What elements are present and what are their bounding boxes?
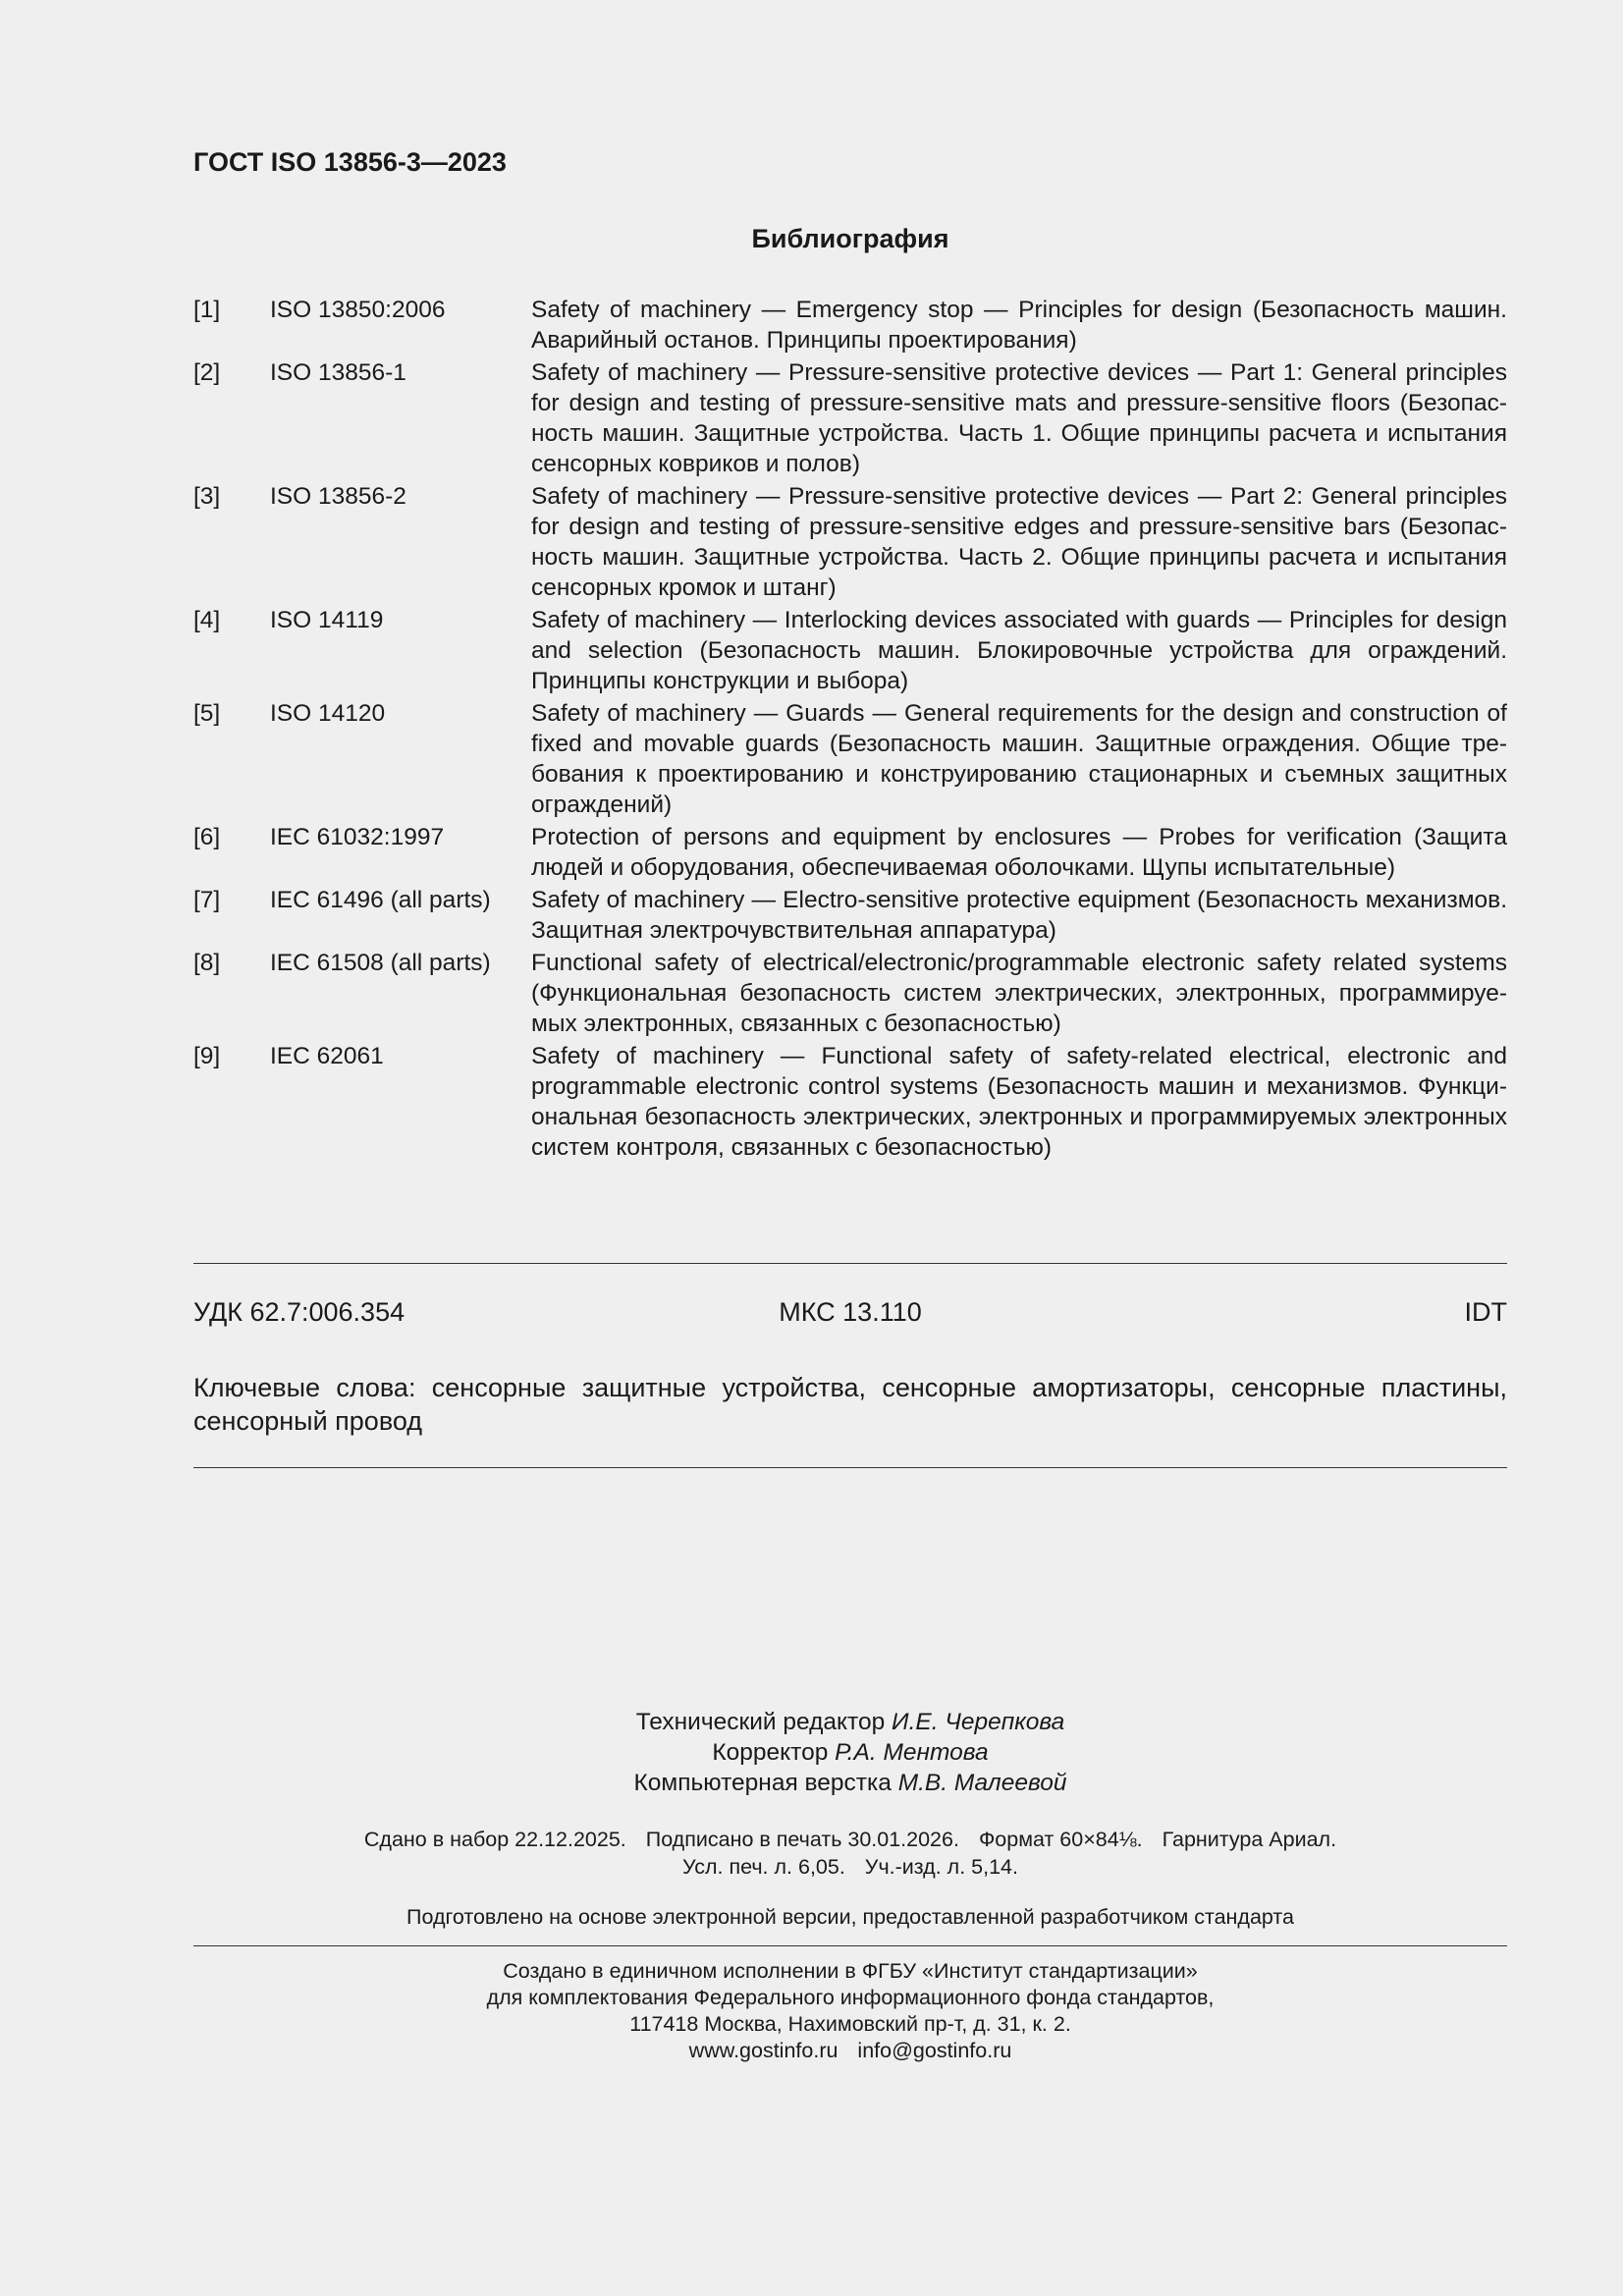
divider-publisher [193,1945,1507,1946]
ref-number: [8] [193,950,221,976]
ref-number: [4] [193,607,221,633]
publisher-line: для комплектования Федерального информационного фонда стандартов, [486,1986,1215,2009]
corrector [193,1737,1507,1768]
ref-standard-code: IEC 61032:1997 [270,824,445,850]
ref-title: Safety of machinery — Guards — General requirements for the design and construction of fixed and movable guards (Безопасность машин. Защитные ограждения. Общие требования к проектированию и конструированию стационарных и съемных защитных ограждений) [531,700,1507,818]
ref-standard-code: IEC 61508 (all parts) [270,950,491,976]
prepared-note: Подготовлено на основе электронной версии, предоставленной разработчиком стандарта [406,1905,1294,1929]
print-sheets: Усл. печ. л. 6,05. [682,1855,845,1879]
ref-number: [7] [193,887,221,913]
bibliography-item [193,948,1507,1039]
ref-number: [5] [193,700,221,727]
ref-title: Protection of persons and equipment by enclosures — Probes for verification (Защита людей и оборудования, обеспечиваемая оболочками. Щупы испытательные) [531,824,1507,881]
ref-number: [1] [193,297,221,323]
publisher-block [193,1958,1507,2064]
keywords: Ключевые слова: сенсорные защитные устройства, сенсорные амортизаторы, сенсорные пластины, сенсорный провод [193,1373,1507,1436]
ref-standard-code: ISO 14119 [270,607,384,633]
website-link[interactable]: www.gostinfo.ru [688,2039,839,2062]
ref-standard-code: ISO 13850:2006 [270,297,446,323]
layout-role: Компьютерная верстка [633,1770,892,1796]
ref-title: Functional safety of electrical/electronic/programmable electronic safety related systems (Функциональная безопасность систем электрических, электронных, программируемых электронных, связанных с безопасностью) [531,950,1507,1037]
bibliography-item [193,822,1507,883]
udk-code: УДК 62.7:006.354 [193,1297,406,1327]
layout-name: М.В. Малеевой [897,1770,1067,1796]
ref-number: [2] [193,359,221,386]
signed-date: Подписано в печать 30.01.2026. [645,1828,959,1851]
divider-keywords [193,1467,1507,1468]
ref-standard-code: ISO 13856-2 [270,483,406,510]
ref-title: Safety of machinery — Functional safety of safety-related electrical, electronic and programmable electronic control systems (Безопасность машин и механизмов. Функциональная безопасность электрических, электронных и программируемых электронных систем контроля, связанных с безопасностью) [531,1043,1507,1161]
bibliography-list [193,295,1507,1165]
bibliography-item [193,698,1507,820]
corrector-role: Корректор [712,1739,829,1766]
bibliography-item [193,605,1507,696]
layout-designer [193,1768,1507,1798]
ref-title: Safety of machinery — Emergency stop — Principles for design (Безопасность машин. Аварийный останов. Принципы проектирования) [531,297,1507,354]
ref-title: Safety of machinery — Electro-sensitive protective equipment (Безопасность механизмов. Защитная электрочувствительная аппаратура) [531,887,1507,944]
ref-standard-code: IEC 62061 [270,1043,384,1069]
bibliography-item [193,357,1507,479]
mks-code: МКС 13.110 [779,1297,922,1327]
divider-top [193,1263,1507,1264]
technical-editor [193,1707,1507,1737]
publisher-address: 117418 Москва, Нахимовский пр-т, д. 31, к. 2. [629,2012,1071,2036]
publisher-line: Создано в единичном исполнении в ФГБУ «Институт стандартизации» [503,1959,1198,1983]
document-code: ГОСТ ISO 13856-3—2023 [193,147,507,177]
publish-sheets: Уч.-изд. л. 5,14. [864,1855,1018,1879]
bibliography-item [193,481,1507,603]
ref-title: Safety of machinery — Interlocking devices associated with guards — Principles for design and selection (Безопасность машин. Блокировочные устройства для ограждений. Принципы конструкции и выбора) [531,607,1507,694]
ref-number: [3] [193,483,221,510]
idt-label: IDT [1464,1297,1507,1327]
ref-title: Safety of machinery — Pressure-sensitive protective devices — Part 2: General principles for design and testing of pressure-sensitive edges and pressure-sensitive bars (Безопасность машин. Защитные устройства. Часть 2. Общие принципы расчета и испытания сенсорных кромок и штанг) [531,483,1507,601]
typeface: Гарнитура Ариал. [1162,1828,1337,1851]
paper-format: Формат 60×84⅛. [978,1828,1143,1851]
ref-standard-code: IEC 61496 (all parts) [270,887,491,913]
ref-standard-code: ISO 14120 [270,700,386,727]
ref-number: [6] [193,824,221,850]
bibliography-item [193,885,1507,946]
ref-standard-code: ISO 13856-1 [270,359,406,386]
email-link[interactable]: info@gostinfo.ru [857,2039,1012,2062]
editor-name: И.Е. Черепкова [892,1709,1065,1735]
bibliography-item [193,295,1507,355]
print-info [193,1826,1507,1881]
bibliography-item [193,1041,1507,1163]
classification-row [193,1297,1507,1331]
credits-block [193,1707,1507,1798]
ref-title: Safety of machinery — Pressure-sensitive protective devices — Part 1: General principles for design and testing of pressure-sensitive mats and pressure-sensitive floors (Безопасность машин. Защитные устройства. Часть 1. Общие принципы расчета и испытания сенсорных ковриков и полов) [531,359,1507,477]
editor-role: Технический редактор [635,1709,886,1735]
submitted-date: Сдано в набор 22.12.2025. [363,1828,626,1851]
ref-number: [9] [193,1043,221,1069]
corrector-name: Р.А. Ментова [835,1739,989,1766]
bibliography-title: Библиография [751,224,949,253]
